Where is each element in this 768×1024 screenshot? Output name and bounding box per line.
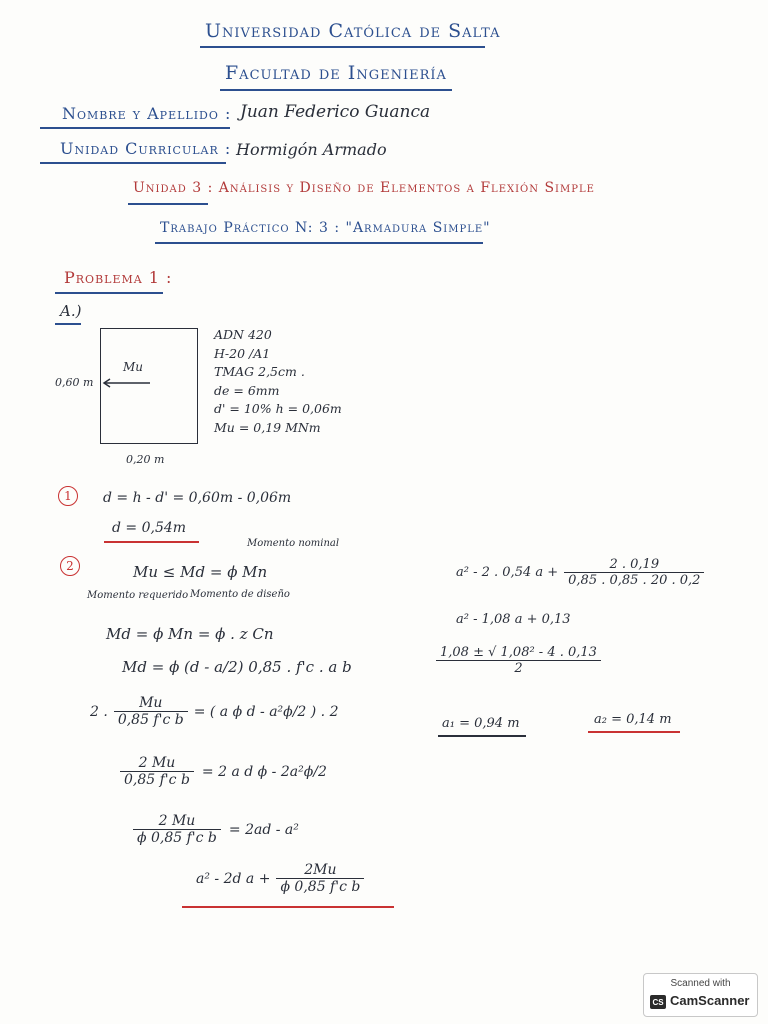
eq3-prefix: 2 . xyxy=(90,703,108,720)
eq6-left: a² - 2d a + xyxy=(196,870,271,887)
data-line: ADN 420 xyxy=(214,327,272,342)
section-height-label: 0,60 m xyxy=(55,376,94,389)
root-1: a₁ = 0,94 m xyxy=(442,716,520,731)
faculty-underline xyxy=(220,89,452,91)
step2-number: 2 xyxy=(60,556,80,576)
eq5-right: = 2ad - a² xyxy=(228,821,299,838)
r1-numerator: 2 . 0,19 xyxy=(609,557,660,572)
eq3-numerator: Mu xyxy=(139,695,163,711)
eq5-row xyxy=(133,813,299,846)
unit-underline xyxy=(40,162,226,164)
section-width-label: 0,20 m xyxy=(126,453,165,466)
note-nominal-moment: Momento nominal xyxy=(247,538,340,549)
camscanner-logo-icon: CS xyxy=(650,995,666,1009)
step1-equation: d = h - d' = 0,60m - 0,06m xyxy=(103,490,292,506)
eq4-row xyxy=(120,755,327,788)
step2-marker xyxy=(60,555,80,576)
camscanner-brand: CamScanner xyxy=(670,993,750,1008)
eq4-denominator: 0,85 f'c b xyxy=(120,771,194,788)
moment-inequality: Mu ≤ Md = ϕ Mn xyxy=(133,563,268,581)
root-2-underline xyxy=(588,731,680,733)
r1-row xyxy=(456,557,704,588)
camscanner-badge xyxy=(643,973,758,1017)
eq6-underline xyxy=(182,906,394,908)
unit-label: Unidad Curricular : xyxy=(60,139,232,158)
eq6-numerator: 2Mu xyxy=(304,862,337,878)
root-2: a₂ = 0,14 m xyxy=(594,712,672,727)
step1-number: 1 xyxy=(58,486,78,506)
r1-left: a² - 2 . 0,54 a + xyxy=(456,565,559,580)
problem-underline xyxy=(55,292,163,294)
eq5-numerator: 2 Mu xyxy=(158,813,196,829)
name-underline xyxy=(40,127,230,129)
r1-denominator: 0,85 . 0,85 . 20 . 0,2 xyxy=(564,572,704,588)
eq-md-expanded: Md = ϕ (d - a/2) 0,85 . f'c . a b xyxy=(122,658,352,676)
name-label: Nombre y Apellido : xyxy=(62,104,232,123)
eq4-right: = 2 a d ϕ - 2a²ϕ/2 xyxy=(201,763,327,780)
moment-arrow-icon xyxy=(100,378,152,388)
eq3-fraction xyxy=(114,695,188,728)
eq6-denominator: ϕ 0,85 f'c b xyxy=(276,878,364,895)
material-data-list xyxy=(214,326,342,437)
section-moment-label: Mu xyxy=(123,360,144,374)
unit-topic-underline xyxy=(128,203,208,205)
eq3-right: = ( a ϕ d - a²ϕ/2 ) . 2 xyxy=(193,703,339,720)
step1-marker xyxy=(58,485,78,506)
note-design-moment: Momento de diseño xyxy=(190,589,290,600)
r3-row xyxy=(436,645,601,676)
scanned-with-text: Scanned with xyxy=(670,978,731,989)
practical-underline xyxy=(155,242,483,244)
eq3-row xyxy=(90,695,339,728)
step1-result-underline xyxy=(104,541,199,543)
unit-topic: Unidad 3 : Análisis y Diseño de Elementos a Flexión Simple xyxy=(133,180,595,196)
data-line: de = 6mm xyxy=(214,382,280,398)
part-label: A.) xyxy=(60,302,82,320)
university-title: Universidad Católica de Salta xyxy=(205,20,501,42)
name-value: Juan Federico Guanca xyxy=(240,102,431,122)
eq-md-nominal: Md = ϕ Mn = ϕ . z Cn xyxy=(106,625,274,643)
data-line: Mu = 0,19 MNm xyxy=(214,419,321,435)
practical-title: Trabajo Práctico N: 3 : "Armadura Simple" xyxy=(160,220,491,236)
step1-result: d = 0,54m xyxy=(112,520,187,536)
data-line: H-20 /A1 xyxy=(214,345,271,361)
eq5-fraction xyxy=(133,813,221,846)
note-required-moment: Momento requerido xyxy=(87,590,189,601)
eq5-denominator: ϕ 0,85 f'c b xyxy=(133,829,221,846)
problem-title: Problema 1 : xyxy=(64,268,173,287)
eq6-fraction xyxy=(276,862,364,895)
eq6-row xyxy=(196,862,364,895)
part-underline xyxy=(55,323,81,325)
unit-value: Hormigón Armado xyxy=(236,140,387,159)
eq4-fraction xyxy=(120,755,194,788)
root-1-underline xyxy=(438,735,526,737)
eq3-denominator: 0,85 f'c b xyxy=(114,711,188,728)
faculty-title: Facultad de Ingeniería xyxy=(225,62,447,84)
r1-fraction xyxy=(564,557,704,588)
university-underline xyxy=(200,46,485,48)
r3-numerator: 1,08 ± √ 1,08² - 4 . 0,13 xyxy=(440,645,597,660)
data-line: TMAG 2,5cm . xyxy=(214,364,305,379)
r2-quadratic: a² - 1,08 a + 0,13 xyxy=(456,612,571,627)
data-line: d' = 10% h = 0,06m xyxy=(214,401,342,416)
eq4-numerator: 2 Mu xyxy=(138,755,176,771)
r3-denominator: 2 xyxy=(436,660,601,676)
r3-fraction xyxy=(436,645,601,676)
